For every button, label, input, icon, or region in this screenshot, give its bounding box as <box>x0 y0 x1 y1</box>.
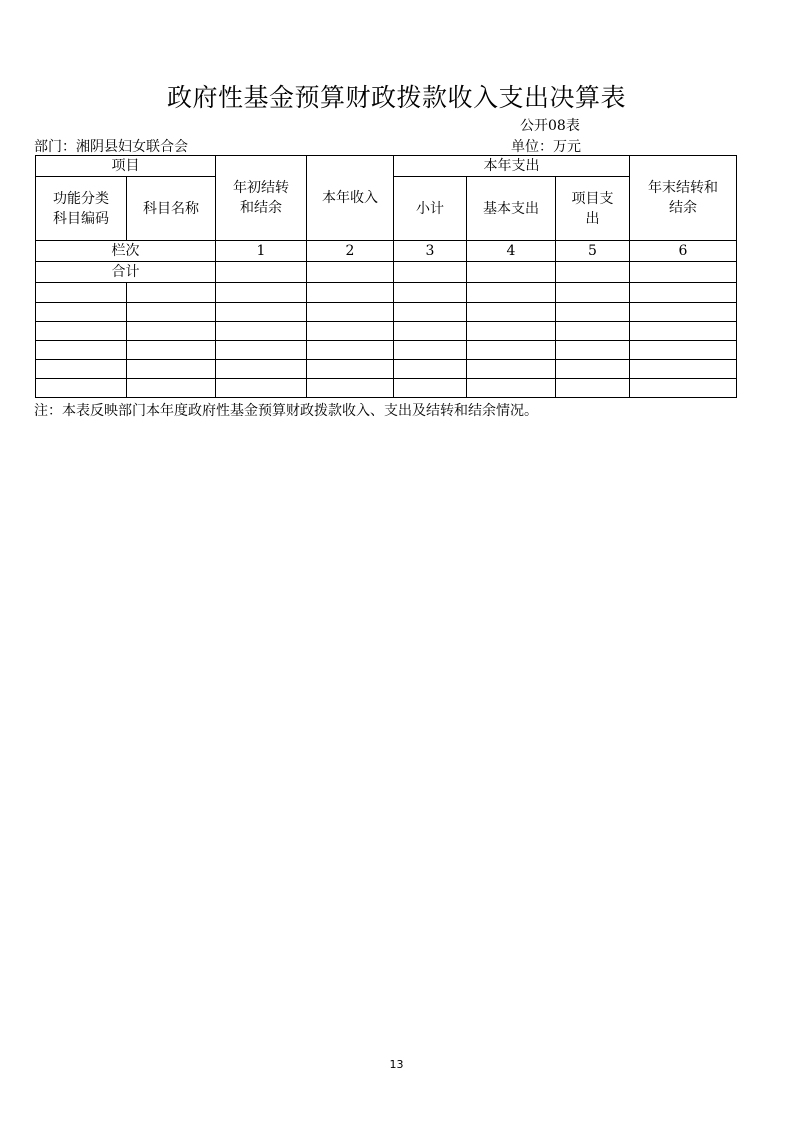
table-cell <box>630 262 737 283</box>
header-item-name: 科目名称 <box>127 177 216 241</box>
header-expenditure: 本年支出 <box>394 156 630 177</box>
col-number: 3 <box>394 241 467 262</box>
col-number: 5 <box>556 241 630 262</box>
header-begin-balance: 年初结转 和结余 <box>216 156 307 241</box>
row-index-label: 栏次 <box>36 241 216 262</box>
header-item: 项目 <box>36 156 216 177</box>
budget-table <box>35 155 737 398</box>
table-cell <box>394 262 467 283</box>
header-subtotal: 小计 <box>394 177 467 241</box>
col-number: 1 <box>216 241 307 262</box>
table-row <box>36 321 737 340</box>
total-label: 合计 <box>36 262 216 283</box>
col-number: 6 <box>630 241 737 262</box>
header-func-code: 功能分类 科目编码 <box>36 177 127 241</box>
table-row <box>36 283 737 302</box>
table-row <box>36 378 737 397</box>
table-row <box>36 302 737 321</box>
col-number: 4 <box>467 241 556 262</box>
page-title: 政府性基金预算财政拨款收入支出决算表 <box>166 83 626 112</box>
table-cell <box>307 262 394 283</box>
table-cell <box>556 262 630 283</box>
header-end-balance: 年末结转和 结余 <box>630 156 737 241</box>
form-code: 公开08表 <box>520 118 580 134</box>
header-income: 本年收入 <box>307 156 394 241</box>
header-project-exp: 项目支 出 <box>556 177 630 241</box>
col-number: 2 <box>307 241 394 262</box>
table-cell <box>216 262 307 283</box>
table-cell <box>467 262 556 283</box>
unit-label: 单位：万元 <box>511 139 581 155</box>
footnote: 注：本表反映部门本年度政府性基金预算财政拨款收入、支出及结转和结余情况。 <box>34 403 538 419</box>
department-label: 部门：湘阴县妇女联合会 <box>34 139 188 155</box>
table-row <box>36 359 737 378</box>
header-basic-exp: 基本支出 <box>467 177 556 241</box>
table-row <box>36 340 737 359</box>
page-number: 13 <box>389 1058 404 1071</box>
